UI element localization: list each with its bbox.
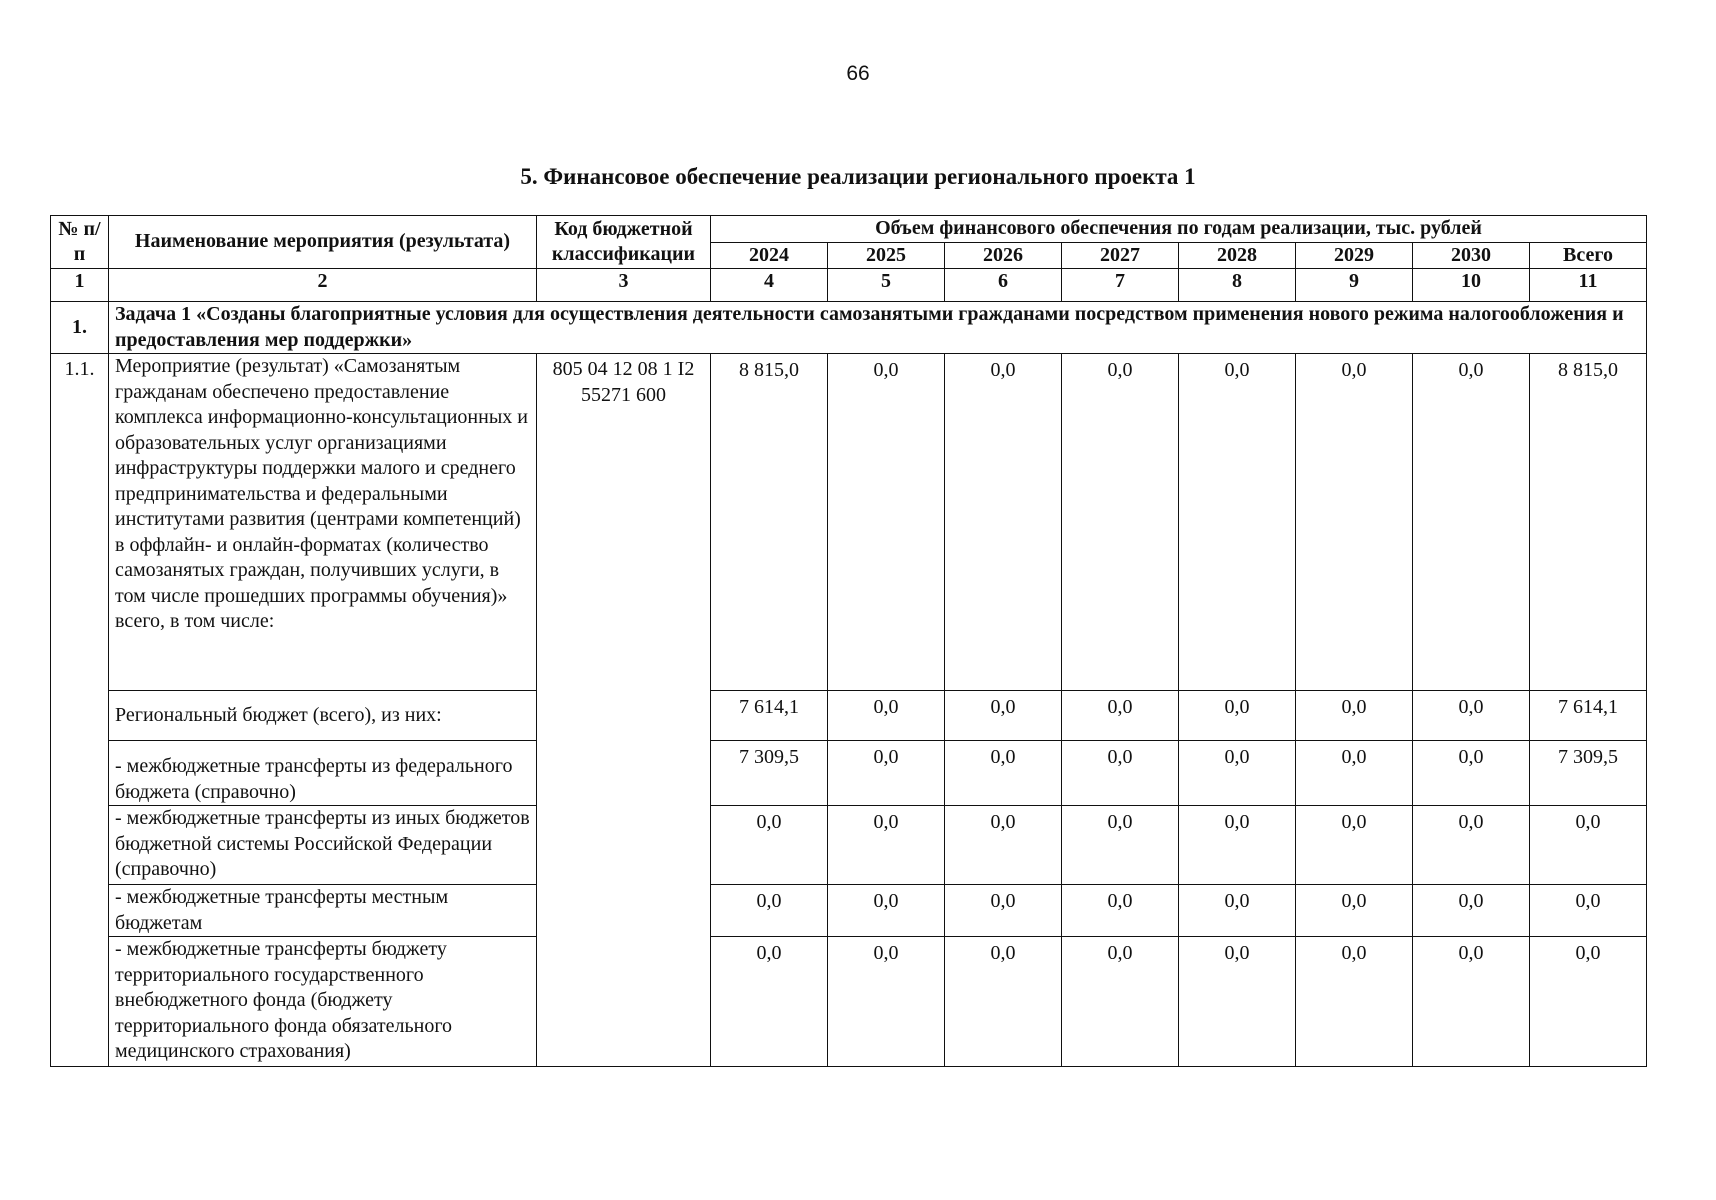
cell-value: 0,0	[945, 741, 1062, 806]
header-year: 2024	[711, 242, 828, 269]
cell-value: 0,0	[1062, 937, 1179, 1067]
cell-value: 0,0	[1296, 885, 1413, 937]
cell-value: 0,0	[828, 741, 945, 806]
header-total: Всего	[1530, 242, 1647, 269]
section-title: 5. Финансовое обеспечение реализации регионального проекта 1	[520, 164, 1196, 189]
cell-value: 0,0	[1413, 741, 1530, 806]
header-num: № п/п	[51, 216, 109, 269]
cell-total: 0,0	[1530, 806, 1647, 885]
row-name: - межбюджетные трансферты местным бюджетам	[109, 885, 537, 937]
cell-value: 0,0	[1413, 806, 1530, 885]
cell-value: 0,0	[945, 691, 1062, 741]
cell-value: 0,0	[828, 937, 945, 1067]
cell-value: 0,0	[1296, 691, 1413, 741]
cell-value: 0,0	[1413, 691, 1530, 741]
cell-value: 0,0	[828, 806, 945, 885]
cell-total: 8 815,0	[1530, 354, 1647, 691]
cell-value: 0,0	[1062, 741, 1179, 806]
cell-total: 7 309,5	[1530, 741, 1647, 806]
cell-value: 0,0	[1296, 937, 1413, 1067]
measure-number: 1.1.	[51, 354, 109, 1067]
cell-value: 0,0	[945, 937, 1062, 1067]
cell-total: 0,0	[1530, 885, 1647, 937]
cell-value: 0,0	[1062, 806, 1179, 885]
cell-value: 0,0	[828, 691, 945, 741]
cell-value: 0,0	[711, 806, 828, 885]
cell-value: 0,0	[828, 885, 945, 937]
cell-value: 7 614,1	[711, 691, 828, 741]
cell-value: 0,0	[711, 885, 828, 937]
page-number: 66	[846, 62, 870, 85]
header-year: 2025	[828, 242, 945, 269]
task-number: 1.	[51, 302, 109, 354]
task-text: Задача 1 «Созданы благоприятные условия для осуществления деятельности самозанятыми гражданами посредством применения нового режима налогообложения и предоставления мер поддержки»	[109, 302, 1647, 354]
cell-value: 0,0	[1179, 354, 1296, 691]
column-number: 9	[1296, 269, 1413, 302]
cell-value: 8 815,0	[711, 354, 828, 691]
column-number: 6	[945, 269, 1062, 302]
cell-total: 7 614,1	[1530, 691, 1647, 741]
cell-value: 0,0	[1062, 885, 1179, 937]
cell-value: 0,0	[1179, 937, 1296, 1067]
financing-table	[50, 215, 1647, 1067]
column-number: 4	[711, 269, 828, 302]
column-number: 11	[1530, 269, 1647, 302]
row-name: - межбюджетные трансферты из федерального бюджета (справочно)	[109, 741, 537, 806]
cell-value: 0,0	[1296, 354, 1413, 691]
row-name: Региональный бюджет (всего), из них:	[109, 691, 537, 741]
row-name: - межбюджетные трансферты бюджету территориального государственного внебюджетного фонда (бюджету территориального фонда обязательного медицинского страхования)	[109, 937, 537, 1067]
cell-value: 0,0	[945, 885, 1062, 937]
column-number: 2	[109, 269, 537, 302]
cell-value: 0,0	[1179, 741, 1296, 806]
row-name: - межбюджетные трансферты из иных бюджетов бюджетной системы Российской Федерации (справочно)	[109, 806, 537, 885]
header-year: 2030	[1413, 242, 1530, 269]
cell-value: 0,0	[1413, 354, 1530, 691]
cell-value: 0,0	[1062, 691, 1179, 741]
cell-value: 0,0	[945, 354, 1062, 691]
header-year: 2027	[1062, 242, 1179, 269]
cell-value: 0,0	[1179, 806, 1296, 885]
header-year: 2029	[1296, 242, 1413, 269]
header-name: Наименование мероприятия (результата)	[109, 216, 537, 269]
cell-value: 0,0	[828, 354, 945, 691]
column-number: 3	[537, 269, 711, 302]
cell-value: 0,0	[945, 806, 1062, 885]
column-number: 10	[1413, 269, 1530, 302]
cell-total: 0,0	[1530, 937, 1647, 1067]
cell-value: 0,0	[1179, 691, 1296, 741]
column-number: 8	[1179, 269, 1296, 302]
cell-value: 0,0	[1296, 806, 1413, 885]
column-number: 7	[1062, 269, 1179, 302]
header-year: 2028	[1179, 242, 1296, 269]
row-name: Мероприятие (результат) «Самозанятым гражданам обеспечено предоставление комплекса информационно-консультационных и образовательных услуг организациями инфраструктуры поддержки малого и среднего предпринимательства и федеральными институтами развития (центрами компетенций) в оффлайн- и онлайн-форматах (количество самозанятых граждан, получивших услуги, в том числе прошедших программы обучения)» всего, в том числе:	[109, 354, 537, 691]
cell-value: 0,0	[1062, 354, 1179, 691]
column-number: 1	[51, 269, 109, 302]
header-volume: Объем финансового обеспечения по годам реализации, тыс. рублей	[711, 216, 1647, 243]
cell-value: 7 309,5	[711, 741, 828, 806]
header-code: Код бюджетной классификации	[537, 216, 711, 269]
cell-value: 0,0	[1413, 937, 1530, 1067]
cell-value: 0,0	[1413, 885, 1530, 937]
header-year: 2026	[945, 242, 1062, 269]
cell-value: 0,0	[1179, 885, 1296, 937]
column-number: 5	[828, 269, 945, 302]
cell-value: 0,0	[711, 937, 828, 1067]
budget-code: 805 04 12 08 1 I2 55271 600	[537, 354, 711, 1067]
cell-value: 0,0	[1296, 741, 1413, 806]
